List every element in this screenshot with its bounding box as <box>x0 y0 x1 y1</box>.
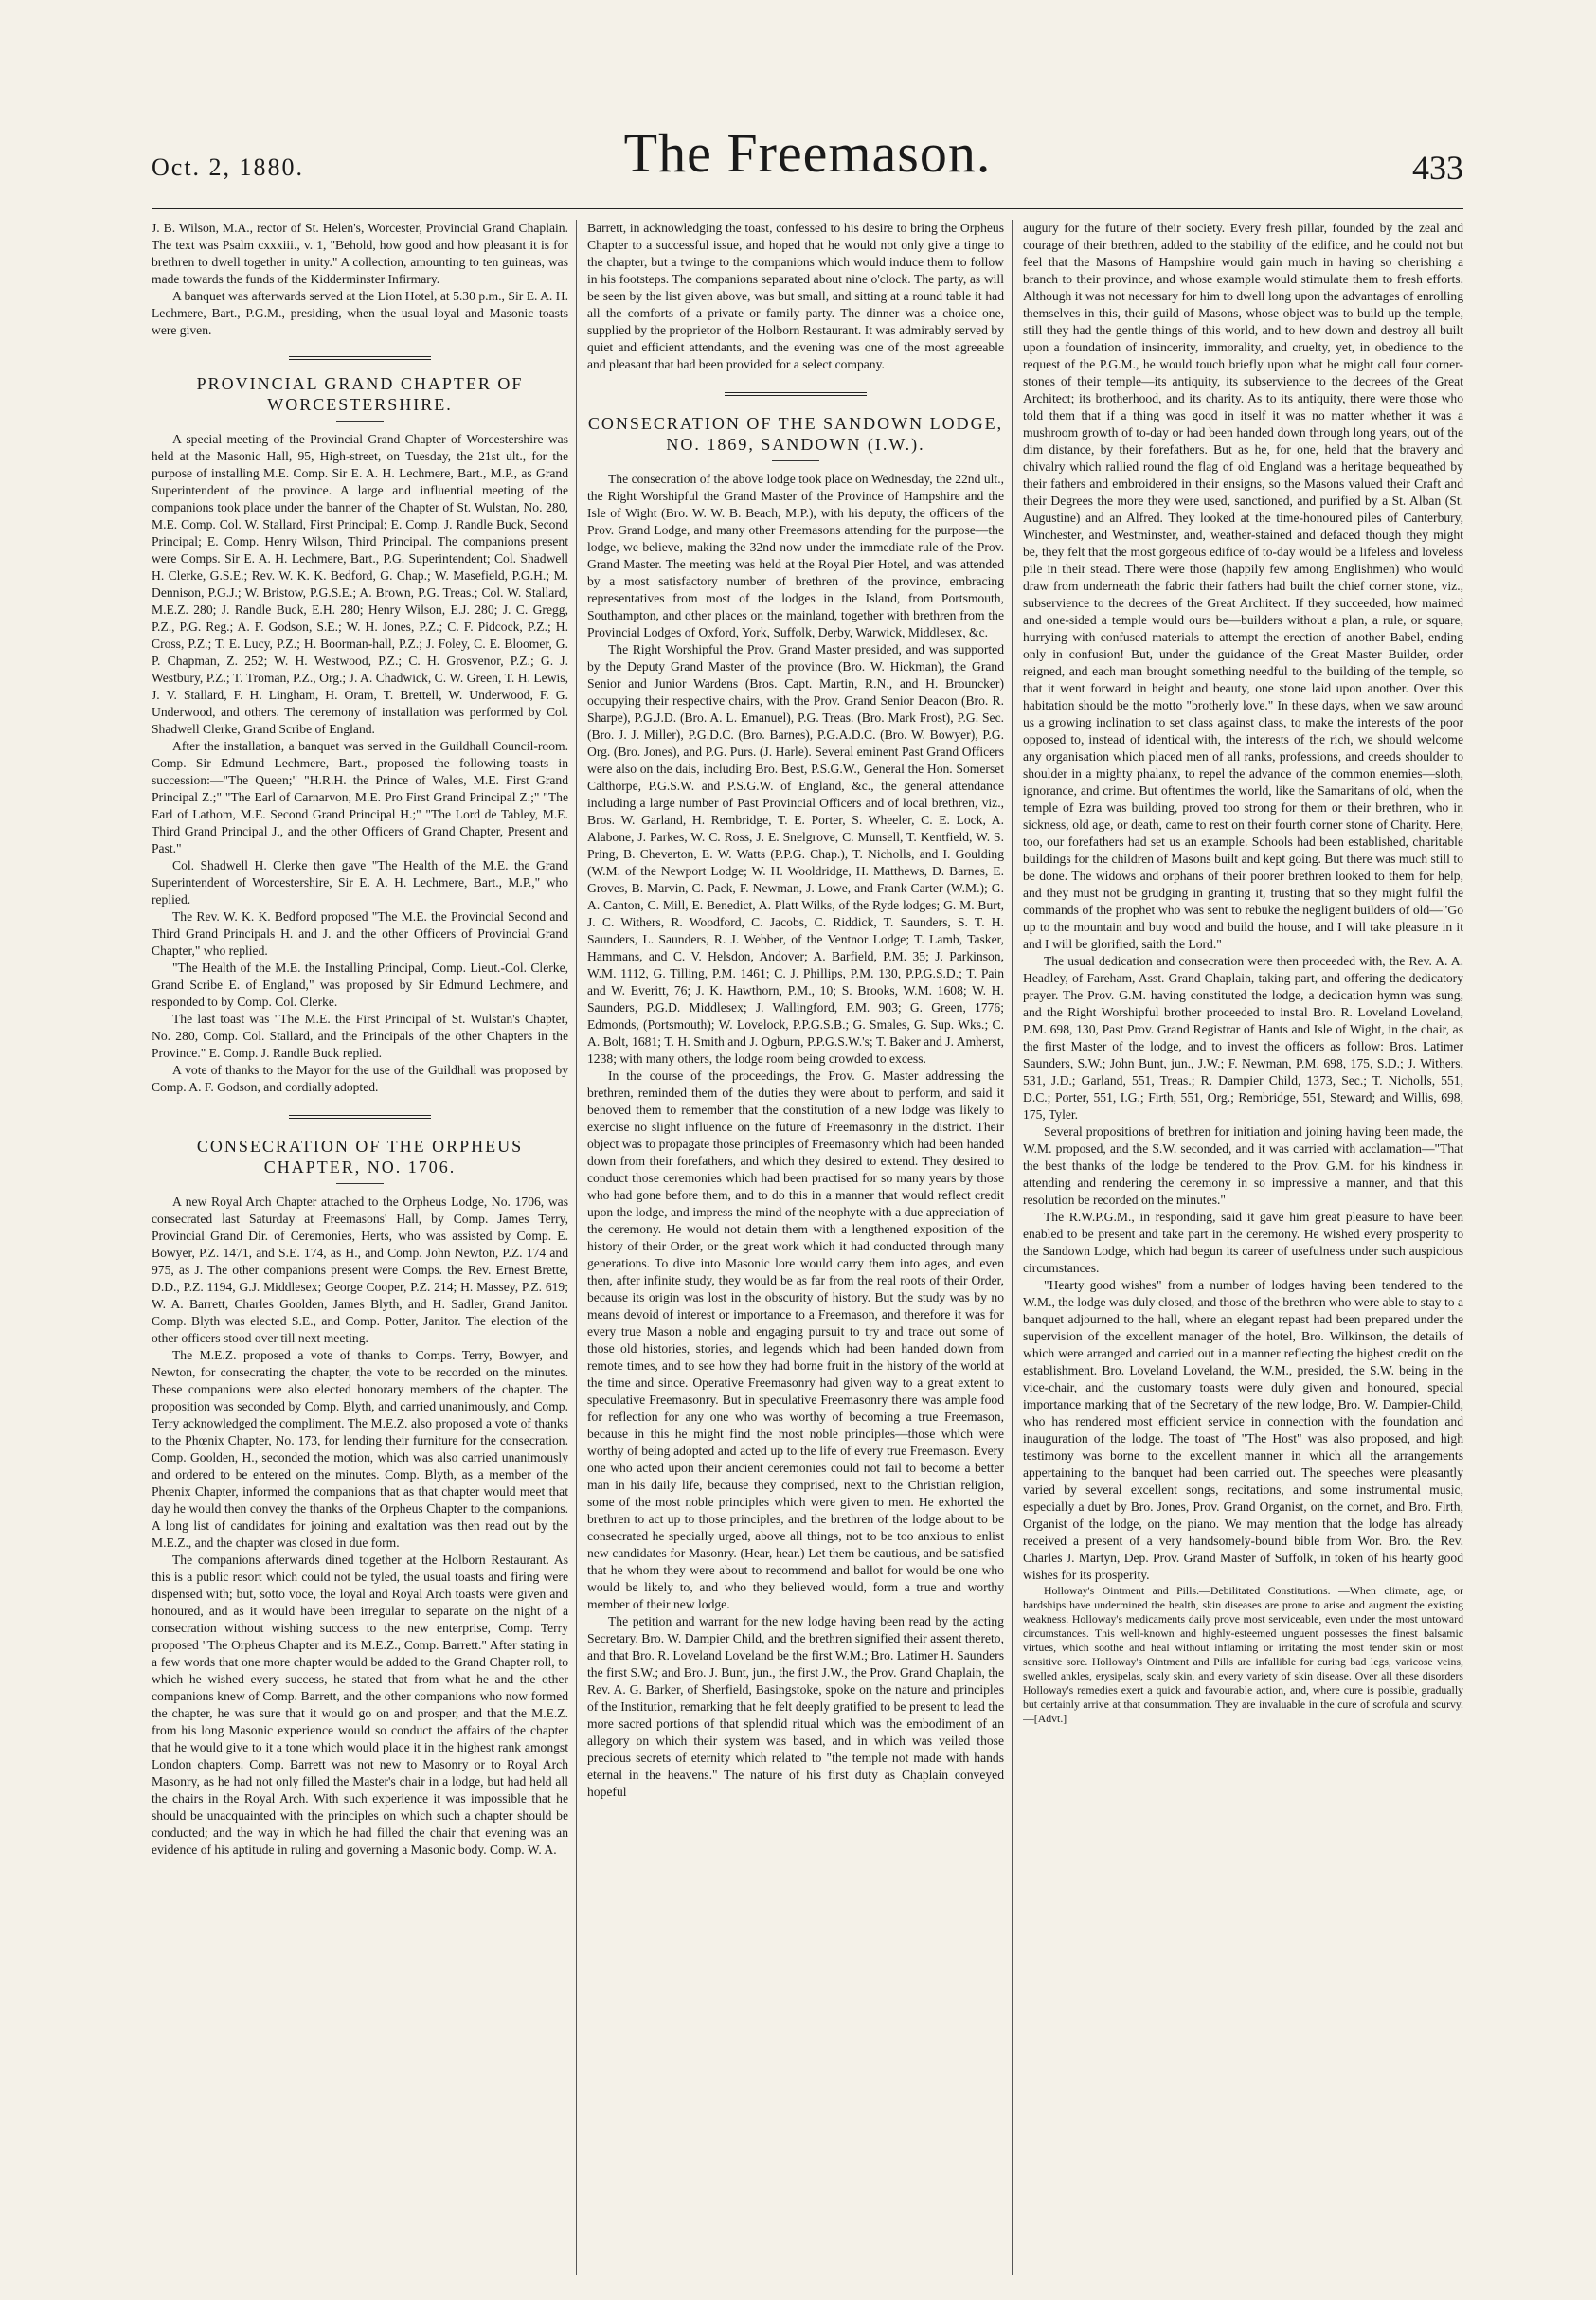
paragraph: In the course of the proceedings, the Prov. G. Master addressing the brethren, reminded them of the duties they were about to perform, and said it behoved them to remember that the constitution of a new lodge was likely to exercise no slight influence on the future of Freemasonry in the district. Their object was to propagate those principles of Freemasonry which had been handed down from their forefathers, and which they desired to extend. They desired to conduct those ceremonies which had been practised for so many years by those who had gone before them, and to do this in a manner that would reflect credit upon the lodge, and impress the mind of the neophyte with a due appreciation of the ceremony. He would not detain them with a lengthened exposition of the history of their Order, or the great work which it had conducted through many generations. To dive into Masonic lore would carry them into ages, and even then, after infinite study, they would be as far from the real roots of their Order, because its origin was lost in the obscurity of history. But the study was by no means devoid of interest or importance to a Freemason, and therefore it was for every true Mason a noble and engaging pursuit to try and trace out some of those old histories, stories, and legends which had been handed down from remote times, and to see how they had borne fruit in the history of the world at the time and since. Operative Freemasonry had given way to a great extent to speculative Freemasonry. But in speculative Freemasonry there was ample food for reflection for any one who was worthy of becoming a true Freemason, because in this he might find the most noble principles—those which were worthy of being adopted and acted up to the life of every true Freemason. Every one who acted upon their ancient ceremonies could not fail to become a better man in his daily life, because they comprised, next to the Christian religion, some of the most noble principles which were given to men. He exhorted the brethren to act up to those principles, and the brethren of the lodge about to be consecrated he specially urged, above all things, not to be too anxious to enlist new candidates for Masonry. (Hear, hear.) Let them be cautious, and be satisfied that he whom they were about to recommend and ballot for would be one who would be likely to, and who they believed would, form a true and worthy member of their new lodge. <box>587 1069 1004 1611</box>
paragraph: The consecration of the above lodge took place on Wednesday, the 22nd ult., the Right Worshipful the Grand Master of the Province of Hampshire and the Isle of Wight (Bro. W. W. B. Beach, M.P.), with his deputy, the officers of the Prov. Grand Lodge, and many other Freemasons attending for the purpose—the lodge, we believe, making the 32nd now under the immediate rule of the Prov. Grand Master. The meeting was held at the Royal Pier Hotel, and was attended by a most satisfactory number of brethren of the province, embracing representatives from most of the lodges in the Island, from Portsmouth, Southampton, and other places on the mainland, together with brethren from the Provincial Lodges of Oxford, York, Suffolk, Derby, Warwick, Middlesex, &c. <box>587 472 1004 639</box>
section-divider <box>289 1115 431 1119</box>
section-heading: CONSECRATION OF THE ORPHEUS CHAPTER, NO. 1706. <box>196 1137 524 1177</box>
paragraph: The M.E.Z. proposed a vote of thanks to Comps. Terry, Bowyer, and Newton, for consecrating the chapter, the vote to be recorded on the minutes. These companions were also elected honorary members of the chapter. The proposition was seconded by Comp. Blyth, and carried unanimously, and Comp. Terry acknowledged the compliment. The M.E.Z. also proposed a vote of thanks to the Phœnix Chapter, No. 173, for lending their furniture for the consecration. Comp. Goolden, H., seconded the motion, which was also carried unanimously and ordered to be entered on the minutes. Comp. Blyth, as a member of the Phœnix Chapter, informed the companions that as that chapter would meet that day he would then convey the thanks of the Orpheus Chapter to the companions. A long list of candidates for joining and exaltation was then read out by the M.E.Z., and the chapter was closed in due form. <box>152 1348 568 1550</box>
paragraph: The Right Worshipful the Prov. Grand Master presided, and was supported by the Deputy Grand Master of the province (Bro. W. Hickman), the Grand Senior and Junior Wardens (Bros. Capt. Martin, R.N., and H. Brouncker) occupying their respective chairs, with the Prov. Grand Senior Deacon (Bro. R. Sharpe), P.G.J.D. (Bro. A. L. Emanuel), P.G. Treas. (Bro. Mark Frost), P.G. Sec. (Bro. J. J. Miller), P.G.D.C. (Bro. Barnes), P.G.A.D.C. (Bro. W. Bowyer), P.G. Org. (Bro. Jones), and P.G. Purs. (J. Harle). Several eminent Past Grand Officers were also on the dais, including Bro. Best, P.S.G.W., General the Hon. Somerset Calthorpe, P.G.S.W. and P.S.G.W. of England, &c., the general attendance including a large number of Past Provincial Officers and of local brethren, viz., Bros. W. Garland, H. Rembridge, T. E. Porter, S. Wheeler, C. E. Lock, A. Alabone, J. Parkes, W. C. Ross, J. E. Snelgrove, C. Munsell, T. Kentfield, W. S. Pring, B. Cheverton, E. W. Watts (P.P.G. Chap.), T. Nicholls, and I. Goulding (W.M. of the Newport Lodge; W. H. Wooldridge, H. Matthews, D. Barnes, E. Groves, B. Marvin, C. Pack, F. Newman, J. Lowe, and Frank Carter (W.M.); G. A. Canton, C. Mill, E. Benedict, A. Platt Wilks, of the Ryde lodges; G. M. Burt, J. C. Withers, R. Woodford, C. Jacobs, C. Riddick, T. Saunders, S. T. H. Saunders, L. Saunders, R. J. Webber, of the Ventnor Lodge; T. Lamb, Tasker, Hammans, and C. V. Helsdon, Andover; A. Barfield, P.M. 35; J. Parkinson, W.M. 1112, G. Tilling, P.M. 1461; C. J. Phillips, P.M. 130, P.P.G.S.D.; T. Pain and W. Everitt, 76; J. K. Hawthorn, P.M., 10; S. Brooks, W.M. 1608; W. H. Saunders, P.G.D. Middlesex; J. Wallingford, P.M. 903; G. Green, 1776; Edmonds, (Portsmouth); W. Lovelock, P.P.G.S.B.; G. Smales, G. Sup. Wks.; C. A. Bolt, 1681; T. H. Smith and J. Ogburn, P.P.G.S.W.'s; T. Baker and J. Amherst, 1238; with many others, the lodge room being crowded to excess. <box>587 642 1004 1066</box>
column-1 <box>152 220 568 2285</box>
paragraph: A special meeting of the Provincial Grand Chapter of Worcestershire was held at the Masonic Hall, 95, High-street, on Tuesday, the 21st ult., for the purpose of installing M.E. Comp. Sir E. A. H. Lechmere, Bart., M.P., as Grand Superintendent of the province. A large and influential meeting of the companions took place under the banner of the Chapter of St. Wulstan, No. 280, M.E. Comp. Col. W. Stallard, First Principal; E. Comp. J. Randle Buck, Second Principal; E. Comp. Henry Wilson, Third Principal. The companions present were Comps. Sir E. A. H. Lechmere, Bart., P.G. Superintendent; Col. Shadwell H. Clerke, G.S.E.; Rev. W. K. K. Bedford, G. Chap.; W. Masefield, P.G.H.; M. Dennison, P.G.J.; W. Bristow, P.G.S.E.; A. Brown, P.G. Treas.; Col. W. Stallard, M.E.Z. 280; J. Randle Buck, E.H. 280; Henry Wilson, E.J. 280; J. C. Gregg, P.Z., P.G. Reg.; A. F. Godson, S.E.; W. H. Jones, P.Z.; C. F. Pidcock, P.Z.; H. Cross, P.Z.; T. E. Lucy, P.Z.; H. Boorman-hall, P.Z.; J. Foley, C. E. Bloomer, G. P. Chapman, Z. 252; W. H. Westwood, P.Z.; C. H. Grosvenor, P.Z.; G. J. Westbury, P.Z.; T. Troman, P.Z., Org.; J. A. Chadwick, C. W. Green, T. H. Lewis, J. V. Stallard, F. H. Lingham, H. Oram, T. Brettell, W. Underwood, F. G. Underwood, and others. The ceremony of installation was performed by Col. Shadwell Clerke, Grand Scribe of England. <box>152 432 568 736</box>
paragraph: After the installation, a banquet was served in the Guildhall Council-room. Comp. Sir Edmund Lechmere, Bart., proposed the following toasts in succession:—"The Queen;" "H.R.H. the Prince of Wales, M.E. First Grand Principal Z.;" "The Earl of Carnarvon, M.E. Pro First Grand Principal Z.;" "The Earl of Lathom, M.E. Second Grand Principal H.;" "The Lord de Tabley, M.E. Third Grand Principal J., and the other Officers of Grand Chapter, Present and Past." <box>152 739 568 855</box>
paragraph: Col. Shadwell H. Clerke then gave "The Health of the M.E. the Grand Superintendent of Worcestershire, Sir E. A. H. Lechmere, Bart., M.P.," who replied. <box>152 858 568 907</box>
issue-date: Oct. 2, 1880. <box>152 153 305 181</box>
heading-rule <box>336 421 384 422</box>
paragraph: A vote of thanks to the Mayor for the use of the Guildhall was proposed by Comp. A. F. Godson, and cordially adopted. <box>152 1063 568 1094</box>
section-heading: PROVINCIAL GRAND CHAPTER OF WORCESTERSHIRE. <box>196 374 524 414</box>
newspaper-title: The Freemason. <box>623 122 992 184</box>
column-divider <box>576 220 577 2275</box>
section-divider <box>725 392 867 396</box>
paragraph: J. B. Wilson, M.A., rector of St. Helen's, Worcester, Provincial Grand Chaplain. The text was Psalm cxxxiii., v. 1, "Behold, how good and how pleasant it is for brethren to dwell together in unity." A collection, amounting to ten guineas, was made towards the funds of the Kidderminster Infirmary. <box>152 221 568 286</box>
paragraph: The usual dedication and consecration were then proceeded with, the Rev. A. A. Headley, of Fareham, Asst. Grand Chaplain, taking part, and offering the dedicatory prayer. The Prov. G.M. having constituted the lodge, a dedication hymn was sung, and the Right Worshipful brother proceeded to instal Bro. R. Loveland Loveland, P.M. 698, 130, Past Prov. Grand Registrar of Hants and Isle of Wight, in the chair, as the first Master of the lodge, and to invest the officers as follow: Bros. Latimer Saunders, S.W.; John Bunt, jun., J.W.; F. Newman, P.M. 698, 175, S.D.; J. Withers, 531, J.D.; Garland, 551, Treas.; R. Dampier Child, 1373, Sec.; T. Nicholls, 551, D.C.; Porter, 551, I.G.; Firth, 551, Org.; Rembridge, 551, Steward; and Willis, 698, 175, Tyler. <box>1023 954 1463 1122</box>
paragraph: The companions afterwards dined together at the Holborn Restaurant. As this is a public resort which could not be tyled, the usual toasts and firing were dispensed with; but, sotto voce, the loyal and Royal Arch toasts were given and honoured, and as it would have been irregular to separate on the night of a consecration without wishing success to the new enterprise, Comp. Terry proposed "The Orpheus Chapter and its M.E.Z., Comp. Barrett." After stating in a few words that one more chapter would be added to the Grand Chapter roll, to which he wished every success, he stated that from what he and the other companions knew of Comp. Barrett, and the other companions who now formed the chapter, he was sure that it would go on and prosper, and that the M.E.Z. from his long Masonic experience would so conduct the affairs of the chapter that he would give to it a tone which would place it in the highest rank amongst London chapters. Comp. Barrett was not new to Masonry or to Royal Arch Masonry, as he had not only filled the Master's chair in a lodge, but had held all the chairs in the Royal Arch. With such experience it was impossible that he should be unacquainted with the principles on which such a chapter should be conducted; and the way in which he had filled the chair that evening was an evidence of his aptitude in ruling and governing a Masonic body. Comp. W. A. <box>152 1553 568 1857</box>
paragraph: Several propositions of brethren for initiation and joining having been made, the W.M. proposed, and the S.W. seconded, and it was carried with acclamation—"That the best thanks of the lodge be tendered to the Prov. G.M. for his kindness in attending and rendering the ceremony in so impressive a manner, and that this resolution be recorded on the minutes." <box>1023 1124 1463 1207</box>
masthead <box>152 121 1463 209</box>
paragraph: The R.W.P.G.M., in responding, said it gave him great pleasure to have been enabled to be present and take part in the ceremony. He wished every prosperity to the Sandown Lodge, which had begun its career of usefulness under such auspicious circumstances. <box>1023 1210 1463 1275</box>
paragraph: "The Health of the M.E. the Installing Principal, Comp. Lieut.-Col. Clerke, Grand Scribe E. of England," was proposed by Sir Edmund Lechmere, and responded to by Comp. Col. Clerke. <box>152 961 568 1009</box>
column-divider <box>1012 220 1013 2275</box>
advertisement: Holloway's Ointment and Pills.—Debilitated Constitutions. —When climate, age, or hardships have undermined the health, skin diseases are prone to arise and augment the existing weakness. Holloway's medicaments daily prove most serviceable, even under the most untoward circumstances. This well-known and highly-esteemed unguent possesses the finest balsamic virtues, which soothe and heal without inflaming or irritating the most tender skin or most sensitive sore. Holloway's Ointment and Pills are infallible for curing bad legs, varicose veins, swelled ankles, erysipelas, scaly skin, and every variety of skin disease. Over all these disorders Holloway's remedies exert a quick and favourable action, and, where cure is possible, gradually but certainly arrive at that consummation. They are invaluable in the cure of scrofula and scurvy.—[Advt.] <box>1023 1584 1463 1725</box>
heading-rule <box>772 460 819 461</box>
paragraph: Barrett, in acknowledging the toast, confessed to his desire to bring the Orpheus Chapter to a successful issue, and hoped that he would not only give a tinge to the chapter, but a twinge to the companions which would induce them to follow in his footsteps. The companions separated about nine o'clock. The party, as will be seen by the list given above, was but small, and sitting at a round table it had all the comforts of a private or family party. The dinner was a choice one, supplied by the proprietor of the Holborn Restaurant. It was admirably served by quiet and efficient attendants, and the evening was one of the most agreeable and pleasant that had been provided for a select company. <box>587 221 1004 371</box>
paragraph: A banquet was afterwards served at the Lion Hotel, at 5.30 p.m., Sir E. A. H. Lechmere, Bart., P.G.M., presiding, when the usual loyal and Masonic toasts were given. <box>152 289 568 337</box>
column-3 <box>1023 220 1463 2285</box>
paragraph: "Hearty good wishes" from a number of lodges having been tendered to the W.M., the lodge was duly closed, and those of the brethren who were able to stay to a banquet adjourned to the hall, where an elegant repast had been prepared under the supervision of the excellent manager of the hotel, Bro. Wilkinson, the details of which were arranged and carried out in a manner reflecting the highest credit on the establishment. Bro. Loveland Loveland, the W.M., presided, the S.W. being in the vice-chair, and the customary toasts were duly given and honoured, special importance marking that of the Secretary of the new lodge, Bro. W. Dampier-Child, who has rendered most efficient service in connection with the foundation and inauguration of the lodge. The toast of "The Host" was also proposed, and high testimony was borne to the excellent manner in which all the arrangements appertaining to the banquet had been carried out. The speeches were pleasantly varied by several excellent songs, recitations, and some instrumental music, especially a duet by Bro. Jones, Prov. Grand Organist, on the cornet, and Bro. Firth, Organist of the lodge, on the piano. We may mention that the lodge has already received a present of a very handsomely-bound bible from Wor. Bro. the Rev. Charles J. Martyn, Dep. Prov. Grand Master of Suffolk, in token of his hearty good wishes for its prosperity. <box>1023 1278 1463 1582</box>
column-2 <box>587 220 1004 2285</box>
paragraph: The Rev. W. K. K. Bedford proposed "The M.E. the Provincial Second and Third Grand Principals H. and J. and the other Officers of Provincial Grand Chapter," who replied. <box>152 909 568 958</box>
paragraph: A new Royal Arch Chapter attached to the Orpheus Lodge, No. 1706, was consecrated last Saturday at Freemasons' Hall, by Comp. James Terry, Provincial Grand Dir. of Ceremonies, Herts, who was assisted by Comp. E. Bowyer, P.Z. 1471, and S.E. 174, as H., and Comp. John Newton, P.Z. 174 and 975, as J. The other companions present were Comps. the Rev. Ernest Brette, D.D., P.Z. 1194, G.J. Middlesex; George Cooper, P.Z. 214; H. Massey, P.Z. 619; W. A. Barrett, Charles Goolden, James Blyth, and H. Sadler, Grand Janitor. Comp. Blyth was elected S.E., and Comp. Potter, Janitor. The election of the other officers stood over till next meeting. <box>152 1195 568 1345</box>
paragraph: The last toast was "The M.E. the First Principal of St. Wulstan's Chapter, No. 280, Comp. Col. Stallard, and the Principals of the other Chapters in the Province." E. Comp. J. Randle Buck replied. <box>152 1012 568 1060</box>
section-heading: CONSECRATION OF THE SANDOWN LODGE, NO. 1869, SANDOWN (I.W.). <box>587 414 1004 454</box>
page-number: 433 <box>1412 149 1463 187</box>
paragraph: augury for the future of their society. Every fresh pillar, founded by the zeal and courage of their brethren, added to the stability of the edifice, and he could not but feel that the Masons of Hampshire would gain much in having so cherishing a branch to their province, and whose example would stimulate them to fresh efforts. Although it was not necessary for him to dwell long upon the advantages of enrolling themselves in this, their guild of Masons, whose object was to build up the temple, still they had the gentle things of this world, and to hew down and destroy all built upon a foundation of insincerity, immorality, and cruelty, yet, in obedience to the request of the P.G.M., he would touch briefly upon what he might call four corner-stones of their temple—its antiquity, its subservience to the decrees of the Great Architect; its brotherhood, and its charity. As to its antiquity, there were those who told them that if a thing was good in itself it was no matter whether it was a mushroom growth of to-day or had been handed down through long years, out of the dim distance, by their forefathers. But as he, for one, held that the bravery and chivalry which rallied round the flag of old England was a heritage bequeathed by their fathers and embroidered in their ensigns, so the Masons valued their Craft and their Degrees the more they were used, sanctioned, and purified by a St. Alban (St. Augustine) and an Alfred. They looked at the time-honoured piles of Canterbury, Winchester, and Westminster, and, weather-stained and defaced though they might be, they felt that the most gorgeous edifice of to-day would be a lifeless and loveless pile in their stead. There were those (happily few among Englishmen) who would draw from underneath the fabric their fathers had built the chief corner stone, viz., subservience to the decrees of the Great Architect. If they succeeded, how maimed and one-sided a temple would ours be—builders without a plan, a rule, or square, hurrying with confused materials to attempt the erection of another Babel, ending only in confusion! But, under the guidance of the Great Master Builder, order reigned, and each man brought something needful to the building of the temple, so that it went forward in height and beauty, one stone laid upon another. Over this habitation should be the motto "brotherly love." In these days, when we saw around us a growing inclination to set class against class, to make the interests of the poor opposed to, instead of identical with, the interests of the rich, we should welcome any organisation which placed men of all ranks, professions, and creeds shoulder to shoulder in a mighty phalanx, to repel the advance of the common enemies—sloth, ignorance, and crime. But oftentimes the world, like the Samaritans of old, when the temple of Ezra was building, proved too strong for them or their brethren, who in sickness, old age, or death, came to rest on their fourth corner stone of Charity. Here, too, our forefathers had set us an example. Schools had been established, charitable buildings for the children of Masons built and kept going. But there was much still to be done. The widows and orphans of their poorer brethren looked to them for help, and they must not be grudging in granting it, trusting that so they might fulfil the commands of the prophet who was sent to rebuke the negligent builders of old—"Go up to the mountain and buy wood and build the house, and I will take pleasure in it and I will be glorified, saith the Lord." <box>1023 221 1463 951</box>
paragraph: The petition and warrant for the new lodge having been read by the acting Secretary, Bro. W. Dampier Child, and the brethren signified their assent thereto, and that Bro. R. Loveland Loveland be the first W.M.; Bro. Latimer H. Saunders the first S.W.; and Bro. J. Bunt, jun., the first J.W., the Prov. Grand Chaplain, the Rev. A. G. Barker, of Sherfield, Basingstoke, spoke on the nature and principles of the Institution, remarking that he felt deeply gratified to be present to lead the more sacred portions of that splendid ritual which was the embodiment of an allegory on which their system was based, and in which was veiled those precious secrets of eternity which related to "the temple not made with hands eternal in the heavens." The nature of his first duty as Chaplain conveyed hopeful <box>587 1614 1004 1799</box>
section-divider <box>289 356 431 360</box>
heading-rule <box>336 1183 384 1184</box>
